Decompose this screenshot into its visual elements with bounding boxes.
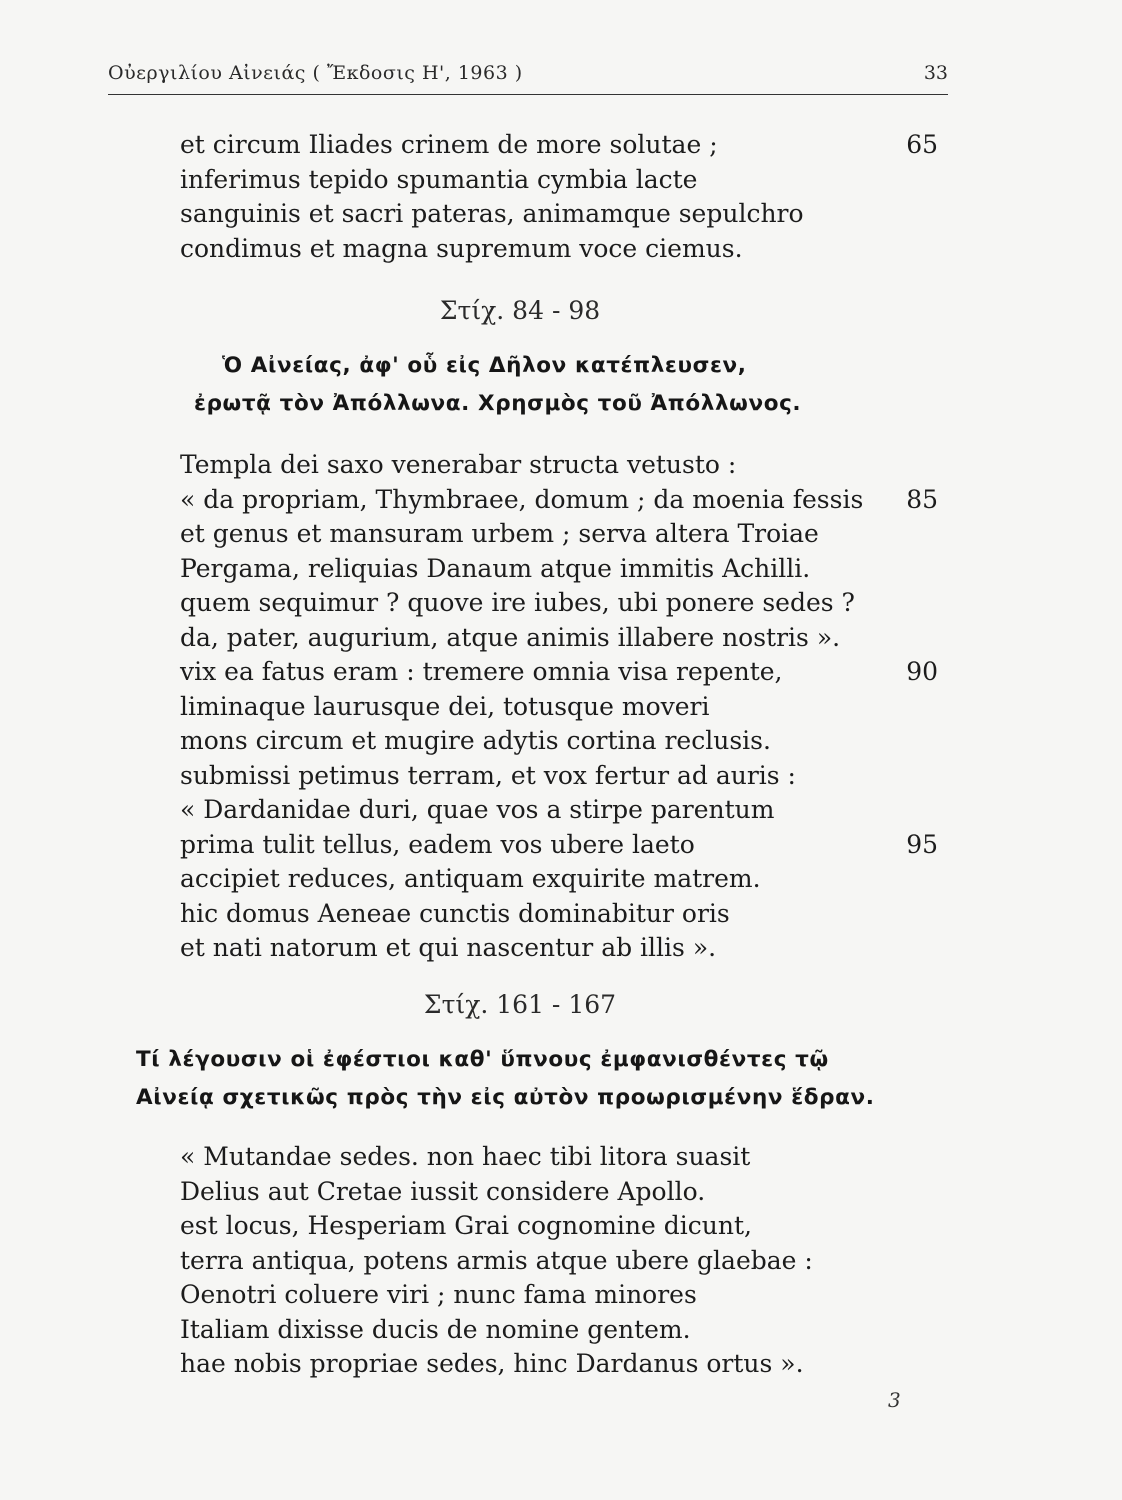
verse-line	[180, 724, 950, 759]
verse-text: inferimus tepido spumantia cymbia lacte	[180, 164, 698, 194]
verse-text: « Dardanidae duri, quae vos a stirpe parentum	[180, 795, 775, 824]
verse-line	[180, 1175, 950, 1210]
verse-text: Pergama, reliquias Danaum atque immitis Achilli.	[180, 553, 811, 583]
verse-text: submissi petimus terram, et vox fertur ad auris :	[180, 760, 796, 790]
verse-line	[180, 655, 950, 690]
verse-line	[180, 759, 950, 794]
verse-line	[180, 690, 950, 725]
page-header	[108, 60, 948, 95]
line-number: 85	[906, 484, 938, 514]
verse-line	[180, 1313, 950, 1348]
section-title-161-167: Στίχ. 161 - 167	[423, 990, 617, 1019]
section-summary-84-98	[194, 347, 801, 423]
summary-line: ἐρωτᾷ τὸν Ἀπόλλωνα. Χρησμὸς τοῦ Ἀπόλλωνος.	[194, 391, 802, 416]
verse-text: mons circum et mugire adytis cortina reclusis.	[180, 726, 771, 755]
verse-line	[180, 552, 950, 587]
verse-text: accipiet reduces, antiquam exquirite matrem.	[180, 864, 761, 893]
verse-text: et circum Iliades crinem de more solutae ;	[180, 130, 718, 159]
verse-text: hae nobis propriae sedes, hinc Dardanus ortus ».	[180, 1349, 804, 1378]
verse-line	[180, 1278, 950, 1313]
verse-text: sanguinis et sacri pateras, animamque sepulchro	[180, 199, 804, 228]
verse-line	[180, 897, 950, 932]
verse-line	[180, 862, 950, 897]
verse-text: terra antiqua, potens armis atque ubere glaebae :	[180, 1245, 813, 1275]
verse-text: quem sequimur ? quove ire iubes, ubi ponere sedes ?	[180, 588, 855, 617]
page-number: 33	[923, 62, 948, 84]
verse-line	[180, 1209, 950, 1244]
verse-text: prima tulit tellus, eadem vos ubere laeto	[180, 829, 695, 859]
signature-mark: 3	[888, 1388, 901, 1412]
verse-line	[180, 128, 950, 163]
verse-text: « Mutandae sedes. non haec tibi litora suasit	[180, 1142, 751, 1171]
verse-line	[180, 621, 950, 656]
summary-line: Τί λέγουσιν οἱ ἐφέστιοι καθ' ὕπνους ἐμφανισθέντες τῷ	[136, 1047, 829, 1072]
verse-line	[180, 197, 950, 232]
section-summary-161-167	[136, 1041, 875, 1117]
verse-text: « da propriam, Thymbraee, domum ; da moenia fessis	[180, 484, 864, 514]
verse-text: et nati natorum et qui nascentur ab illis ».	[180, 933, 717, 962]
verse-line	[180, 232, 950, 267]
verse-line	[180, 448, 950, 483]
verse-line	[180, 586, 950, 621]
verse-text: vix ea fatus eram : tremere omnia visa repente,	[180, 657, 783, 686]
verse-text: est locus, Hesperiam Grai cognomine dicunt,	[180, 1211, 752, 1240]
verse-text: condimus et magna supremum voce ciemus.	[180, 233, 743, 263]
verse-line	[180, 483, 950, 518]
verse-line	[180, 163, 950, 198]
summary-line: Αἰνείᾳ σχετικῶς πρὸς τὴν εἰς αὐτὸν προωρισμένην ἕδραν.	[136, 1085, 875, 1110]
verse-line	[180, 793, 950, 828]
verse-line	[180, 1140, 950, 1175]
verse-line	[180, 1244, 950, 1279]
verse-text: Delius aut Cretae iussit considere Apollo.	[180, 1176, 706, 1206]
verse-text: et genus et mansuram urbem ; serva altera Troiae	[180, 519, 819, 548]
line-number: 95	[906, 829, 938, 859]
verse-text: hic domus Aeneae cunctis dominabitur oris	[180, 898, 730, 928]
summary-line: Ὁ Αἰνείας, ἀφ' οὗ εἰς Δῆλον κατέπλευσεν,	[222, 353, 747, 378]
verse-line	[180, 931, 950, 966]
verse-line	[180, 828, 950, 863]
running-head: Οὐεργιλίου Αἰνειάς ( Ἔκδοσις Η', 1963 )	[108, 62, 523, 84]
line-number: 90	[906, 657, 938, 686]
verse-line	[180, 517, 950, 552]
verse-line	[180, 1347, 950, 1382]
verse-text: Oenotri coluere viri ; nunc fama minores	[180, 1280, 697, 1309]
section-title-84-98: Στίχ. 84 - 98	[439, 296, 601, 325]
verse-block-1	[180, 128, 950, 266]
verse-text: da, pater, augurium, atque animis illabere nostris ».	[180, 622, 841, 652]
verse-block-3	[180, 1140, 950, 1382]
verse-text: Italiam dixisse ducis de nomine gentem.	[180, 1314, 691, 1344]
verse-text: liminaque laurusque dei, totusque moveri	[180, 691, 710, 721]
verse-block-2	[180, 448, 950, 966]
line-number: 65	[906, 130, 938, 159]
verse-text: Templa dei saxo venerabar structa vetusto :	[180, 450, 737, 479]
